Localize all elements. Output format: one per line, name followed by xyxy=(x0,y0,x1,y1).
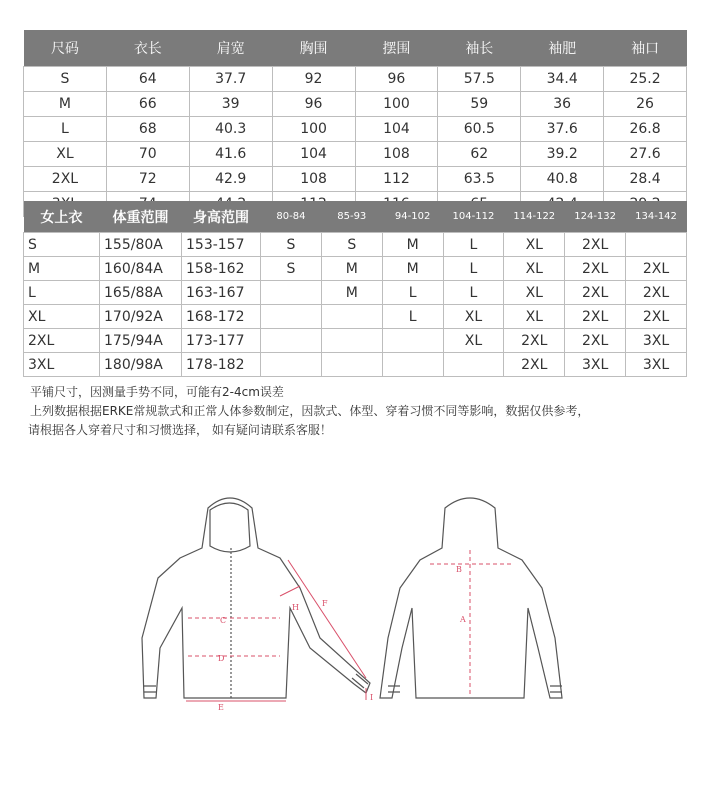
size-header-cell: 肩宽 xyxy=(189,30,272,67)
size-header-cell: 袖长 xyxy=(438,30,521,67)
ref-value-cell: S xyxy=(261,257,322,281)
size-value-cell: 59 xyxy=(438,92,521,117)
ref-value-cell xyxy=(261,281,322,305)
jacket-back-illustration xyxy=(380,498,562,698)
ref-value-cell xyxy=(626,233,687,257)
size-row xyxy=(24,117,687,142)
size-value-cell: 26 xyxy=(604,92,687,117)
size-value-cell: 104 xyxy=(355,117,438,142)
size-row xyxy=(24,167,687,192)
size-value-cell: 62 xyxy=(438,142,521,167)
ref-value-cell: 2XL xyxy=(565,329,626,353)
ref-value-cell: L xyxy=(443,257,504,281)
ref-value-cell: 173-177 xyxy=(182,329,261,353)
size-value-cell: 64 xyxy=(106,67,189,92)
ref-size-cell: L xyxy=(24,281,100,305)
ref-value-cell: 3XL xyxy=(626,353,687,377)
size-value-cell: 100 xyxy=(272,117,355,142)
ref-header-cell: 体重范围 xyxy=(100,201,182,233)
size-value-cell: 96 xyxy=(272,92,355,117)
ref-value-cell: 3XL xyxy=(565,353,626,377)
ref-value-cell: L xyxy=(382,305,443,329)
size-chart-table xyxy=(23,30,687,217)
size-header-cell: 尺码 xyxy=(24,30,107,67)
size-label-cell: M xyxy=(24,92,107,117)
ref-header-cell: 80-84 xyxy=(261,201,322,233)
size-row xyxy=(24,67,687,92)
ref-value-cell: 153-157 xyxy=(182,233,261,257)
ref-size-cell: XL xyxy=(24,305,100,329)
size-value-cell: 41.6 xyxy=(189,142,272,167)
jacket-front-illustration xyxy=(142,498,370,698)
note-line: 上列数据根据ERKE常规款式和正常人体参数制定，因款式、体型、穿着习惯不同等影响，数据仅供参考， xyxy=(30,404,590,418)
size-value-cell: 27.6 xyxy=(604,142,687,167)
ref-value-cell: M xyxy=(321,281,382,305)
size-value-cell: 112 xyxy=(355,167,438,192)
ref-value-cell xyxy=(261,305,322,329)
ref-value-cell: XL xyxy=(504,281,565,305)
ref-value-cell: XL xyxy=(443,305,504,329)
ref-value-cell: S xyxy=(261,233,322,257)
ref-value-cell: XL xyxy=(443,329,504,353)
size-value-cell: 40.3 xyxy=(189,117,272,142)
ref-value-cell: 165/88A xyxy=(100,281,182,305)
ref-value-cell: XL xyxy=(504,305,565,329)
ref-header-cell: 85-93 xyxy=(321,201,382,233)
ref-value-cell xyxy=(321,305,382,329)
ref-value-cell: S xyxy=(321,233,382,257)
ref-row xyxy=(24,233,687,257)
ref-value-cell: 2XL xyxy=(504,329,565,353)
size-value-cell: 72 xyxy=(106,167,189,192)
size-header-cell: 衣长 xyxy=(106,30,189,67)
size-value-cell: 70 xyxy=(106,142,189,167)
ref-value-cell xyxy=(382,329,443,353)
size-row xyxy=(24,92,687,117)
label-c: C xyxy=(220,616,227,625)
ref-header-cell: 女上衣 xyxy=(24,201,100,233)
ref-header-cell: 114-122 xyxy=(504,201,565,233)
size-notes xyxy=(30,383,589,440)
size-value-cell: 68 xyxy=(106,117,189,142)
size-value-cell: 39 xyxy=(189,92,272,117)
ref-value-cell: M xyxy=(321,257,382,281)
ref-value-cell: 160/84A xyxy=(100,257,182,281)
ref-value-cell: L xyxy=(443,281,504,305)
size-chart-header-row xyxy=(24,30,687,67)
ref-value-cell: 170/92A xyxy=(100,305,182,329)
ref-value-cell xyxy=(321,353,382,377)
note-line: 请根据各人穿着尺寸和习惯选择， 如有疑问请联系客服！ xyxy=(28,423,332,437)
ref-value-cell: L xyxy=(443,233,504,257)
ref-value-cell: 178-182 xyxy=(182,353,261,377)
size-value-cell: 26.8 xyxy=(604,117,687,142)
size-label-cell: L xyxy=(24,117,107,142)
ref-value-cell: 163-167 xyxy=(182,281,261,305)
ref-value-cell xyxy=(261,329,322,353)
ref-value-cell: 175/94A xyxy=(100,329,182,353)
ref-size-cell: S xyxy=(24,233,100,257)
ref-row xyxy=(24,353,687,377)
ref-value-cell xyxy=(443,353,504,377)
ref-value-cell: 2XL xyxy=(626,257,687,281)
ref-value-cell xyxy=(321,329,382,353)
size-value-cell: 57.5 xyxy=(438,67,521,92)
size-label-cell: XL xyxy=(24,142,107,167)
ref-header-row xyxy=(24,201,687,233)
size-header-cell: 袖口 xyxy=(604,30,687,67)
ref-header-cell: 身高范围 xyxy=(182,201,261,233)
size-value-cell: 92 xyxy=(272,67,355,92)
size-row xyxy=(24,142,687,167)
size-value-cell: 40.8 xyxy=(521,167,604,192)
size-value-cell: 108 xyxy=(355,142,438,167)
ref-size-cell: 3XL xyxy=(24,353,100,377)
label-a: A xyxy=(460,615,466,624)
size-value-cell: 96 xyxy=(355,67,438,92)
ref-row xyxy=(24,257,687,281)
size-header-cell: 摆围 xyxy=(355,30,438,67)
ref-header-cell: 124-132 xyxy=(565,201,626,233)
size-value-cell: 60.5 xyxy=(438,117,521,142)
label-d: D xyxy=(218,654,225,663)
ref-header-cell: 104-112 xyxy=(443,201,504,233)
size-label-cell: S xyxy=(24,67,107,92)
ref-value-cell: 2XL xyxy=(626,281,687,305)
size-value-cell: 66 xyxy=(106,92,189,117)
size-chart-body xyxy=(24,67,687,217)
label-e: E xyxy=(218,703,224,712)
ref-table-body xyxy=(24,233,687,377)
ref-value-cell: 155/80A xyxy=(100,233,182,257)
label-f: F xyxy=(322,599,328,608)
size-label-cell: 2XL xyxy=(24,167,107,192)
jacket-measurement-diagram xyxy=(130,488,580,718)
ref-value-cell: 168-172 xyxy=(182,305,261,329)
size-header-cell: 胸围 xyxy=(272,30,355,67)
size-value-cell: 63.5 xyxy=(438,167,521,192)
ref-value-cell: 2XL xyxy=(565,305,626,329)
size-value-cell: 108 xyxy=(272,167,355,192)
label-i: I xyxy=(370,693,374,702)
size-value-cell: 39.2 xyxy=(521,142,604,167)
ref-value-cell: M xyxy=(382,233,443,257)
ref-size-cell: 2XL xyxy=(24,329,100,353)
ref-value-cell: 3XL xyxy=(626,329,687,353)
note-line: 平铺尺寸，因测量手势不同，可能有2-4cm误差 xyxy=(30,385,284,399)
ref-value-cell: L xyxy=(382,281,443,305)
ref-size-cell: M xyxy=(24,257,100,281)
ref-value-cell xyxy=(382,353,443,377)
size-value-cell: 100 xyxy=(355,92,438,117)
ref-value-cell: 2XL xyxy=(504,353,565,377)
ref-value-cell: 180/98A xyxy=(100,353,182,377)
ref-value-cell: 2XL xyxy=(565,233,626,257)
ref-row xyxy=(24,305,687,329)
label-h: H xyxy=(292,603,299,612)
size-value-cell: 28.4 xyxy=(604,167,687,192)
ref-value-cell: M xyxy=(382,257,443,281)
size-value-cell: 37.6 xyxy=(521,117,604,142)
front-measure-lines xyxy=(186,560,366,701)
back-measure-lines xyxy=(430,550,514,696)
ref-value-cell: 2XL xyxy=(565,281,626,305)
size-value-cell: 37.7 xyxy=(189,67,272,92)
ref-row xyxy=(24,329,687,353)
ref-value-cell: XL xyxy=(504,233,565,257)
ref-value-cell: 2XL xyxy=(565,257,626,281)
size-reference-table xyxy=(23,201,687,377)
ref-value-cell xyxy=(261,353,322,377)
size-header-cell: 袖肥 xyxy=(521,30,604,67)
ref-value-cell: 2XL xyxy=(626,305,687,329)
ref-value-cell: XL xyxy=(504,257,565,281)
size-value-cell: 36 xyxy=(521,92,604,117)
size-value-cell: 104 xyxy=(272,142,355,167)
ref-value-cell: 158-162 xyxy=(182,257,261,281)
ref-row xyxy=(24,281,687,305)
size-value-cell: 34.4 xyxy=(521,67,604,92)
label-b: B xyxy=(456,565,462,574)
ref-header-cell: 134-142 xyxy=(626,201,687,233)
ref-header-cell: 94-102 xyxy=(382,201,443,233)
size-value-cell: 25.2 xyxy=(604,67,687,92)
size-value-cell: 42.9 xyxy=(189,167,272,192)
